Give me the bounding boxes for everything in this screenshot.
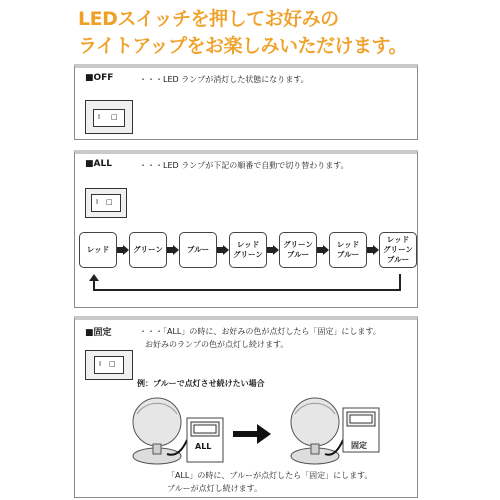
- sequence-step: [229, 232, 267, 268]
- lamp-left-icon: [127, 392, 227, 472]
- all-panel: [74, 150, 418, 308]
- all-title: [85, 159, 112, 169]
- sequence-step-label: ブルー: [386, 255, 410, 264]
- rocker-icon: [93, 109, 125, 127]
- headline-line-2: ライトアップをお楽しみいただけます。: [78, 35, 408, 57]
- sequence-arrow-icon: [317, 245, 329, 255]
- sequence-step-label: グリーン: [283, 240, 313, 249]
- fixed-label: ■固定: [85, 328, 112, 338]
- sequence-step-label: レッド: [386, 235, 410, 244]
- headline: [78, 6, 407, 60]
- sequence-step-label: ブルー: [186, 245, 210, 254]
- sequence-step-label: ブルー: [336, 250, 360, 259]
- all-tag: ALL: [195, 442, 212, 451]
- rocker-off-mark: □: [106, 198, 113, 206]
- sequence-arrow-icon: [117, 245, 129, 255]
- loop-back-arrow-icon: [89, 274, 407, 304]
- rocker-on-mark: I: [96, 198, 99, 206]
- off-label: ■OFF: [85, 73, 114, 83]
- rocker-on-mark: I: [99, 360, 102, 368]
- sequence-step-label: レッド: [86, 245, 110, 254]
- example-caption: 例：ブルーで点灯させ続けたい場合: [137, 379, 265, 388]
- rocker-off-mark: □: [109, 360, 116, 368]
- all-switch-icon: [85, 188, 127, 218]
- sequence-step-label: レッド: [336, 240, 360, 249]
- rocker-off-mark: □: [111, 113, 118, 121]
- fixed-title: [85, 325, 112, 338]
- sequence-step: [179, 232, 217, 268]
- fixed-tag: 固定: [351, 441, 367, 450]
- result-caption-2: ブルーが点灯し続けます。: [167, 484, 263, 493]
- lamp-right-icon: [285, 392, 385, 472]
- sequence-step-label: ブルー: [286, 250, 310, 259]
- fixed-description-1: ・・・「ALL」の時に、お好みの色が点灯したら「固定」にします。: [139, 327, 381, 336]
- fixed-panel: [74, 316, 418, 498]
- rocker-icon: [94, 356, 124, 374]
- fixed-description-2: お好みのランプの色が点灯し続けます。: [145, 340, 289, 349]
- result-caption-1: 「ALL」の時に、ブルーが点灯したら「固定」にします。: [167, 471, 373, 480]
- sequence-step: [379, 232, 417, 268]
- right-arrow-icon: [233, 424, 271, 444]
- sequence-step-label: レッド: [236, 240, 260, 249]
- sequence-arrow-icon: [167, 245, 179, 255]
- rocker-on-mark: I: [98, 113, 101, 121]
- off-title: [85, 73, 113, 83]
- headline-line-1: LEDスイッチを押してお好みの: [78, 8, 339, 30]
- sequence-step: [79, 232, 117, 268]
- sequence-step: [329, 232, 367, 268]
- sequence-step-label: グリーン: [383, 245, 413, 254]
- sequence-step-label: グリーン: [233, 250, 263, 259]
- rocker-icon: [91, 194, 121, 212]
- sequence-arrow-icon: [217, 245, 229, 255]
- all-description: ・・・LED ランプが下記の順番で自動で切り替わります。: [139, 161, 349, 170]
- sequence-step: [129, 232, 167, 268]
- sequence-arrow-icon: [367, 245, 379, 255]
- sequence-step-label: グリーン: [133, 245, 163, 254]
- sequence-step: [279, 232, 317, 268]
- off-switch-icon: [85, 100, 133, 134]
- sequence-arrow-icon: [267, 245, 279, 255]
- all-label: ■ALL: [85, 159, 112, 169]
- fixed-switch-icon: [85, 350, 133, 380]
- off-description: ・・・LED ランプが消灯した状態になります。: [139, 75, 309, 84]
- off-panel: [74, 64, 418, 140]
